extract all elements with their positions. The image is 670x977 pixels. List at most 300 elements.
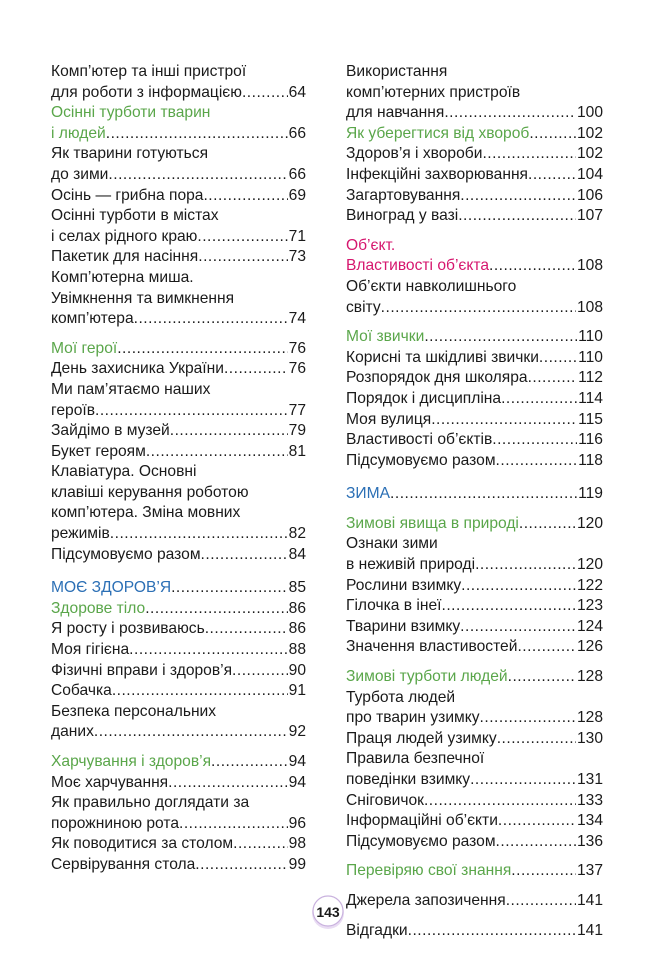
dot-leader (211, 752, 288, 773)
dot-leader (94, 722, 288, 743)
toc-entry-last-line (346, 389, 603, 410)
toc-page-number: 124 (576, 617, 603, 635)
toc-entry-last-line (51, 855, 306, 876)
toc-entry-last-line (346, 617, 603, 638)
toc-entry[interactable] (51, 186, 306, 207)
dot-leader (460, 186, 576, 207)
toc-entry-last-line (51, 722, 306, 743)
toc-entry-last-line (51, 186, 306, 207)
toc-entry-title-line: Як тварини готуються (51, 145, 209, 163)
dot-leader (475, 555, 576, 576)
toc-page-number: 76 (288, 360, 306, 378)
toc-entry-title-line: і селах рідного краю (51, 227, 198, 245)
toc-entry[interactable] (51, 339, 306, 360)
toc-entry-title-line: героїв (51, 401, 95, 419)
toc-entry-title-line: Гілочка в інеї (346, 597, 442, 615)
dot-leader (511, 861, 576, 882)
toc-entry-last-line (346, 811, 603, 832)
dot-leader (381, 298, 576, 319)
toc-entry-last-line (346, 637, 603, 658)
toc-page-number: 120 (576, 556, 603, 574)
dot-leader (444, 103, 576, 124)
toc-entry-title-line: Виноград у вазі (346, 207, 459, 225)
toc-entry-last-line (346, 165, 603, 186)
dot-leader (171, 578, 288, 599)
toc-entry[interactable] (51, 773, 306, 794)
toc-entry-last-line (346, 729, 603, 750)
toc-entry[interactable] (51, 661, 306, 682)
toc-entry-title-line: комп’ютера. Зміна мовних (51, 504, 241, 522)
toc-entry[interactable] (51, 702, 306, 743)
toc-page-number: 108 (576, 257, 603, 275)
toc-entry-title-line: поведінки взимку (346, 771, 471, 788)
toc-page-number: 99 (288, 855, 306, 873)
dot-leader (195, 855, 287, 876)
toc-entry-title-line: Джерела запозичення (346, 891, 506, 909)
toc-entry-title-line: і людей (51, 124, 106, 142)
toc-entry-last-line (51, 247, 306, 268)
toc-entry-title-line: Розпорядок дня школяра (346, 369, 528, 387)
dot-leader (112, 681, 288, 702)
toc-entry-last-line (51, 309, 306, 330)
toc-entry-title-line: Значення властивостей (346, 638, 518, 656)
dot-leader (424, 791, 576, 812)
toc-page-number: 69 (288, 186, 306, 204)
toc-entry-last-line (346, 298, 603, 319)
toc-entry-last-line (346, 770, 603, 791)
toc-page-number: 119 (578, 485, 603, 503)
toc-entry-last-line (51, 773, 306, 794)
toc-page-number: 96 (288, 814, 306, 832)
toc-page-number: 88 (288, 641, 306, 659)
toc-entry-title-line: Підсумовуємо разом (346, 451, 496, 469)
dot-leader (197, 227, 287, 248)
toc-entry[interactable] (346, 430, 603, 451)
toc-entry-last-line (346, 206, 603, 227)
toc-entry-title-line: Турбота людей (346, 688, 456, 706)
dot-leader (117, 339, 287, 360)
dot-leader (233, 834, 288, 855)
toc-entry[interactable] (346, 165, 603, 186)
toc-entry-title-line: до зими (51, 165, 109, 183)
toc-entry-last-line (346, 327, 603, 348)
toc-entry-title-line: Моя гігієна (51, 641, 130, 659)
toc-entry[interactable] (346, 832, 603, 853)
toc-entry-last-line (346, 514, 603, 535)
toc-entry-last-line (51, 227, 306, 248)
toc-entry-title-line: Рослини взимку (346, 576, 462, 594)
toc-entry-title-line: День захисника України (51, 360, 224, 378)
toc-entry-last-line (346, 708, 603, 729)
toc-entry[interactable] (346, 368, 603, 389)
toc-entry-last-line (346, 596, 603, 617)
toc-entry[interactable] (346, 596, 603, 617)
dot-leader (498, 811, 576, 832)
toc-page-number: 94 (288, 773, 306, 791)
toc-entry[interactable] (51, 442, 306, 463)
toc-page-number: 108 (576, 298, 603, 316)
toc-entry-title-line: Харчування і здоров’я (51, 753, 212, 770)
toc-entry-title-line: Як поводитися за столом (51, 835, 234, 853)
toc-entry-title-line: Моє харчування (51, 773, 169, 791)
toc-entry[interactable] (346, 891, 603, 912)
toc-entry[interactable] (346, 576, 603, 597)
toc-entry-last-line (346, 555, 603, 576)
toc-entry-title-line: Об’єкт. (346, 236, 396, 254)
dot-leader (519, 514, 576, 535)
toc-entry[interactable] (51, 359, 306, 380)
toc-entry-last-line (51, 599, 306, 620)
toc-entry-last-line (51, 124, 306, 145)
toc-page-number: 100 (576, 104, 603, 122)
toc-entry-title-line: Ми пам’ятаємо наших (51, 380, 211, 398)
toc-page-number: 90 (288, 661, 306, 679)
toc-entry[interactable] (346, 186, 603, 207)
toc-entry[interactable] (346, 791, 603, 812)
toc-entry-title-line: Комп’ютерна миша. (51, 268, 194, 286)
toc-entry[interactable] (346, 348, 603, 369)
dot-leader (496, 832, 576, 853)
toc-entry-title-line: Безпека персональних (51, 702, 217, 720)
toc-page-number: 71 (288, 227, 306, 245)
toc-page-number: 81 (288, 442, 306, 460)
toc-page-number: 102 (576, 124, 603, 142)
toc-page-number: 76 (288, 339, 306, 357)
toc-entry-title-line: Фізичні вправи і здоров’я (51, 661, 233, 679)
dot-leader (108, 165, 287, 186)
dot-leader (497, 729, 576, 750)
dot-leader (106, 124, 288, 145)
toc-page-number: 64 (288, 83, 306, 101)
toc-entry-title-line: Увімкнення та вимкнення (51, 289, 235, 307)
toc-entry-last-line (51, 421, 306, 442)
toc-page-number: 128 (576, 709, 603, 727)
toc-entry[interactable] (346, 236, 603, 277)
toc-entry-title-line: Комп’ютер та інші пристрої (51, 63, 247, 80)
dot-leader (442, 596, 576, 617)
toc-page-number: 74 (288, 310, 306, 328)
toc-page-number: 126 (576, 638, 603, 656)
dot-leader (110, 524, 288, 545)
toc-entry-title-line: ЗИМА (346, 485, 391, 503)
dot-leader (492, 430, 577, 451)
toc-entry-last-line (51, 165, 306, 186)
toc-entry-title-line: Собачка (51, 682, 112, 700)
toc-entry-title-line: Я росту і розвиваюсь (51, 620, 205, 638)
toc-entry[interactable] (51, 380, 306, 421)
toc-entry[interactable] (346, 688, 603, 729)
toc-page-number: 123 (576, 597, 603, 615)
dot-leader (203, 186, 287, 207)
toc-entry[interactable] (51, 599, 306, 620)
toc-page-number: 115 (578, 410, 603, 428)
toc-entry[interactable] (51, 619, 306, 640)
toc-entry-last-line (51, 339, 306, 360)
toc-entry-last-line (346, 451, 603, 472)
toc-page-number: 104 (576, 165, 603, 183)
toc-entry-last-line (51, 578, 306, 599)
toc-entry[interactable] (51, 855, 306, 876)
toc-entry-title-line: даних (51, 723, 94, 741)
dot-leader (408, 921, 576, 942)
dot-leader (431, 410, 577, 431)
toc-entry-title-line: для навчання (346, 104, 445, 122)
toc-entry-title-line: МОЄ ЗДОРОВ’Я (51, 579, 172, 597)
dot-leader (482, 144, 576, 165)
toc-entry-title-line: Інфекційні захворювання (346, 165, 529, 183)
toc-page-number: 122 (576, 576, 603, 594)
toc-entry[interactable] (51, 421, 306, 442)
toc-entry-last-line (51, 619, 306, 640)
toc-entry[interactable] (51, 144, 306, 185)
toc-entry-title-line: Властивості об’єкта (346, 257, 490, 275)
toc-page-number: 94 (288, 753, 306, 770)
page-number-badge (310, 897, 346, 927)
toc-entry[interactable] (346, 534, 603, 575)
toc-entry-last-line (346, 348, 603, 369)
toc-entry-title-line: Мої звички (346, 328, 425, 346)
toc-page-number: 79 (288, 422, 306, 440)
toc-page-number: 136 (576, 832, 603, 850)
toc-entry[interactable] (346, 62, 603, 124)
toc-page-number: 102 (576, 145, 603, 163)
toc-entry-last-line (51, 545, 306, 566)
toc-page-number: 84 (288, 545, 306, 563)
dot-leader (458, 206, 576, 227)
toc-page-number: 141 (576, 891, 603, 909)
toc-entry-last-line (346, 791, 603, 812)
dot-leader (480, 708, 576, 729)
toc-entry-last-line (51, 834, 306, 855)
dot-leader (460, 617, 576, 638)
toc-page-number: 92 (288, 723, 306, 741)
toc-entry-title-line: Букет героям (51, 442, 146, 460)
toc-entry-last-line (346, 667, 603, 688)
toc-entry-title-line: комп’ютерних пристроїв (346, 83, 521, 101)
toc-page-number: 130 (576, 729, 603, 747)
toc-entry[interactable] (51, 752, 306, 773)
dot-leader (179, 814, 288, 835)
toc-entry-title-line: Праця людей узимку (346, 729, 497, 747)
dot-leader (146, 442, 288, 463)
toc-entry[interactable] (51, 545, 306, 566)
toc-entry-title-line: Зайдімо в музей (51, 422, 170, 440)
toc-entry-title-line: Пакетик для насіння (51, 248, 199, 266)
toc-entry-last-line (346, 103, 603, 124)
toc-entry[interactable] (51, 103, 306, 144)
dot-leader (129, 640, 287, 661)
toc-entry-last-line (346, 921, 603, 942)
toc-entry[interactable] (51, 268, 306, 330)
toc-entry-title-line: про тварин узимку (346, 709, 480, 727)
toc-entry[interactable] (51, 247, 306, 268)
toc-entry[interactable] (346, 327, 603, 348)
dot-leader (529, 124, 576, 145)
dot-leader (508, 667, 576, 688)
toc-entry-last-line (51, 401, 306, 422)
toc-entry-last-line (346, 430, 603, 451)
toc-entry-title-line: Підсумовуємо разом (51, 545, 201, 563)
toc-entry[interactable] (346, 637, 603, 658)
toc-entry[interactable] (346, 617, 603, 638)
toc-entry-last-line (346, 832, 603, 853)
toc-entry-last-line (51, 524, 306, 545)
toc-entry-title-line: Моя вулиця (346, 410, 432, 428)
toc-entry-last-line (346, 256, 603, 277)
dot-leader (517, 637, 576, 658)
toc-page-number: 120 (576, 514, 603, 532)
toc-page-number: 86 (288, 599, 306, 617)
toc-page-number: 118 (578, 451, 603, 469)
toc-entry[interactable] (51, 793, 306, 834)
toc-entry[interactable] (346, 861, 603, 882)
toc-entry-last-line (346, 124, 603, 145)
toc-page-number: 131 (576, 771, 603, 788)
toc-entry-title-line: Правила безпечної (346, 750, 485, 768)
toc-entry[interactable] (346, 206, 603, 227)
toc-entry[interactable] (346, 277, 603, 318)
dot-leader (198, 247, 287, 268)
toc-page-number: 137 (576, 862, 603, 880)
toc-page-number: 116 (578, 431, 603, 449)
toc-page-number: 82 (288, 525, 306, 543)
dot-leader (242, 83, 288, 104)
toc-entry[interactable] (346, 811, 603, 832)
toc-entry-title-line: в неживій природі (346, 556, 476, 574)
toc-entry-title-line: порожниною рота (51, 814, 179, 832)
toc-entry-last-line (51, 640, 306, 661)
toc-entry-last-line (346, 576, 603, 597)
toc-entry-title-line: Як уберегтися від хвороб (346, 124, 530, 142)
dot-leader (528, 368, 578, 389)
toc-entry-title-line: режимів (51, 525, 110, 543)
toc-entry-title-line: Властивості об’єктів (346, 431, 493, 449)
dot-leader (170, 421, 288, 442)
dot-leader (145, 599, 287, 620)
page-number: 143 (316, 904, 340, 920)
toc-entry-title-line: Здорове тіло (51, 599, 146, 617)
toc-entry-last-line (346, 484, 603, 505)
toc-entry-title-line: Відгадки (346, 921, 408, 939)
toc-entry-last-line (51, 442, 306, 463)
toc-entry-last-line (346, 861, 603, 882)
toc-entry-title-line: Сервірування стола (51, 855, 196, 873)
dot-leader (489, 256, 576, 277)
toc-entry[interactable] (51, 681, 306, 702)
toc-entry-last-line (346, 891, 603, 912)
toc-entry[interactable] (51, 462, 306, 544)
dot-leader (424, 327, 577, 348)
toc-entry-title-line: Інформаційні об’єкти (346, 812, 498, 830)
toc-entry-title-line: Використання (346, 63, 448, 80)
toc-entry-title-line: Осінні турботи в містах (51, 207, 219, 225)
toc-entry[interactable] (346, 484, 603, 505)
toc-page-number: 73 (288, 248, 306, 266)
toc-entry-last-line (346, 410, 603, 431)
toc-page-number: 106 (576, 186, 603, 204)
toc-page-number: 134 (576, 812, 603, 830)
toc-page-number: 66 (288, 165, 306, 183)
toc-entry-last-line (51, 752, 306, 773)
toc-entry-last-line (51, 814, 306, 835)
toc-page-number: 110 (578, 348, 603, 366)
toc-entry[interactable] (51, 206, 306, 247)
dot-leader (539, 348, 577, 369)
toc-entry-title-line: Перевіряю свої знання (346, 862, 512, 880)
toc-entry-last-line (51, 359, 306, 380)
toc-entry-last-line (346, 368, 603, 389)
toc-entry-title-line: Ознаки зими (346, 535, 438, 553)
dot-leader (205, 619, 288, 640)
toc-left-column (51, 62, 306, 876)
dot-leader (224, 359, 288, 380)
dot-leader (201, 545, 288, 566)
toc-page-number: 66 (288, 124, 306, 142)
toc-entry-last-line (346, 144, 603, 165)
dot-leader (501, 389, 577, 410)
toc-entry-title-line: Як правильно доглядати за (51, 794, 250, 812)
dot-leader (168, 773, 288, 794)
toc-entry-last-line (51, 681, 306, 702)
dot-leader (506, 891, 576, 912)
toc-page-number: 112 (578, 369, 603, 387)
toc-entry-title-line: Зимові турботи людей (346, 668, 508, 686)
toc-entry-title-line: для роботи з інформацією (51, 83, 242, 101)
toc-page-number: 98 (288, 835, 306, 853)
dot-leader (496, 451, 578, 472)
toc-entry-title-line: Зимові явища в природі (346, 514, 519, 532)
toc-entry-last-line (51, 83, 306, 104)
dot-leader (461, 576, 576, 597)
toc-entry-title-line: Осінь — грибна пора (51, 186, 204, 204)
toc-entry[interactable] (346, 451, 603, 472)
toc-entry[interactable] (346, 144, 603, 165)
toc-entry-title-line: світу (346, 298, 381, 316)
toc-entry[interactable] (346, 410, 603, 431)
toc-entry[interactable] (51, 834, 306, 855)
toc-entry-title-line: Об’єкти навколишнього (346, 277, 517, 295)
toc-entry-title-line: Корисні та шкідливі звички (346, 348, 539, 366)
toc-entry[interactable] (346, 749, 603, 790)
dot-leader (95, 401, 288, 422)
toc-page-number: 86 (288, 620, 306, 638)
toc-entry-title-line: клавіші керування роботою (51, 483, 249, 501)
toc-entry-title-line: Здоров’я і хвороби (346, 145, 483, 163)
toc-entry[interactable] (346, 667, 603, 688)
toc-entry[interactable] (51, 640, 306, 661)
toc-entry-title-line: Осінні турботи тварин (51, 104, 211, 122)
toc-entry[interactable] (346, 514, 603, 535)
toc-entry-title-line: Порядок і дисципліна (346, 389, 502, 407)
toc-right-column (346, 62, 603, 941)
toc-entry-last-line (51, 661, 306, 682)
dot-leader (134, 309, 288, 330)
dot-leader (470, 770, 576, 791)
toc-entry[interactable] (346, 729, 603, 750)
toc-page-number: 85 (288, 579, 306, 597)
toc-entry[interactable] (51, 62, 306, 103)
toc-entry-title-line: Клавіатура. Основні (51, 463, 197, 481)
dot-leader (528, 165, 576, 186)
toc-page-number: 110 (578, 328, 603, 346)
toc-entry-title-line: комп’ютера (51, 310, 134, 328)
toc-entry[interactable] (51, 578, 306, 599)
toc-entry[interactable] (346, 124, 603, 145)
toc-page-number: 77 (288, 401, 306, 419)
toc-entry-title-line: Підсумовуємо разом (346, 832, 496, 850)
toc-entry[interactable] (346, 389, 603, 410)
toc-entry[interactable] (346, 921, 603, 942)
